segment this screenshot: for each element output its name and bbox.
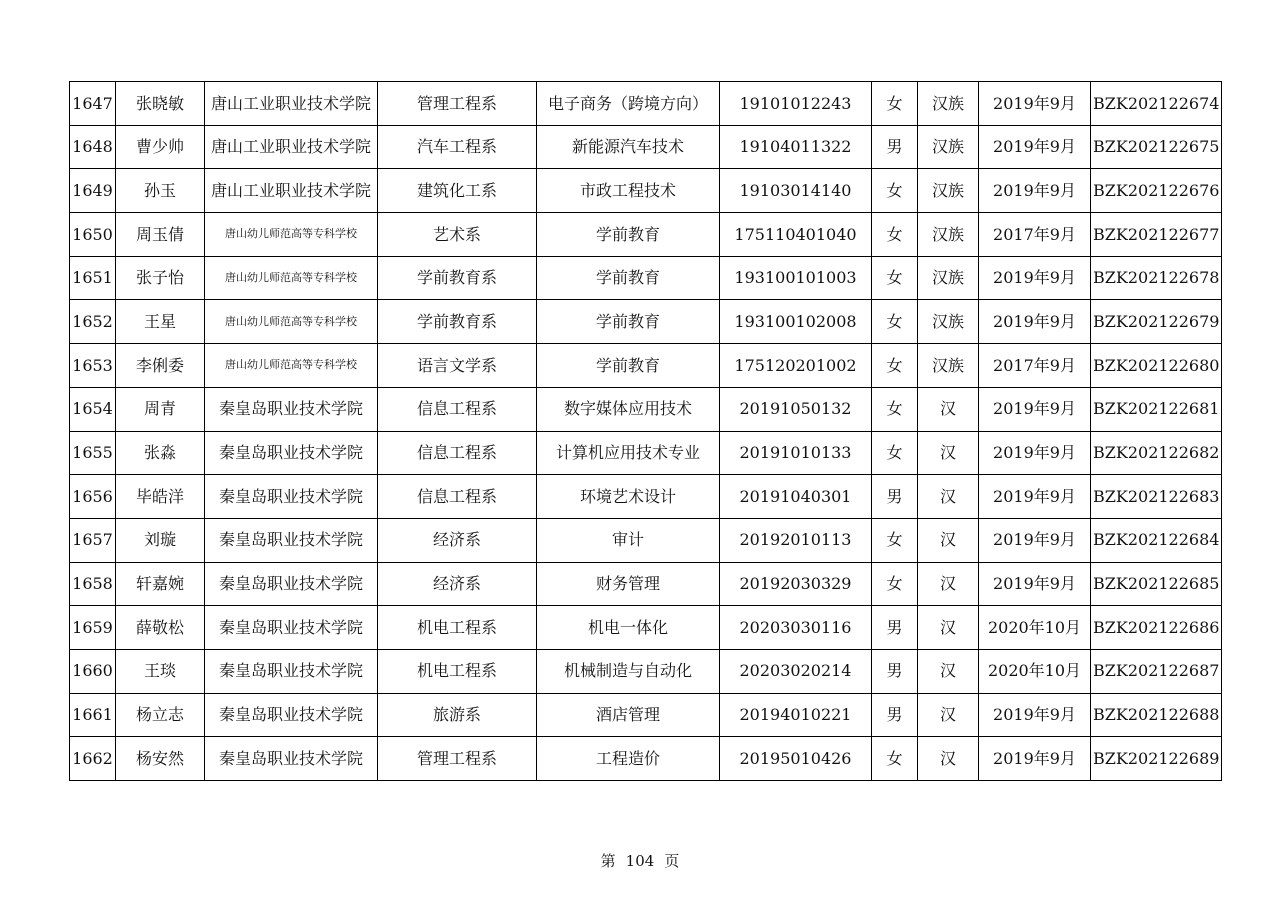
- cell-enroll-date: 2019年9月: [979, 125, 1091, 169]
- table-row: [70, 387, 1222, 431]
- cell-student-id: 20191040301: [720, 475, 872, 519]
- cell-gender: 女: [872, 213, 918, 257]
- cell-major: 环境艺术设计: [537, 475, 720, 519]
- cell-enroll-date: 2019年9月: [979, 256, 1091, 300]
- cell-ethnicity: 汉: [918, 737, 979, 781]
- table-row: [70, 475, 1222, 519]
- cell-code: BZK202122683: [1091, 475, 1222, 519]
- cell-enroll-date: 2020年10月: [979, 606, 1091, 650]
- cell-major: 新能源汽车技术: [537, 125, 720, 169]
- cell-code: BZK202122679: [1091, 300, 1222, 344]
- cell-major: 学前教育: [537, 213, 720, 257]
- cell-school: 唐山工业职业技术学院: [205, 169, 378, 213]
- cell-no: 1648: [70, 125, 116, 169]
- cell-gender: 女: [872, 518, 918, 562]
- cell-ethnicity: 汉族: [918, 300, 979, 344]
- table-row: [70, 300, 1222, 344]
- cell-code: BZK202122681: [1091, 387, 1222, 431]
- cell-school: 秦皇岛职业技术学院: [205, 387, 378, 431]
- cell-gender: 男: [872, 649, 918, 693]
- cell-enroll-date: 2019年9月: [979, 475, 1091, 519]
- cell-school: 秦皇岛职业技术学院: [205, 649, 378, 693]
- cell-student-id: 20192010113: [720, 518, 872, 562]
- cell-enroll-date: 2020年10月: [979, 649, 1091, 693]
- cell-student-id: 20191010133: [720, 431, 872, 475]
- cell-code: BZK202122677: [1091, 213, 1222, 257]
- cell-dept: 建筑化工系: [378, 169, 537, 213]
- cell-gender: 女: [872, 169, 918, 213]
- cell-no: 1649: [70, 169, 116, 213]
- cell-major: 数字媒体应用技术: [537, 387, 720, 431]
- cell-major: 工程造价: [537, 737, 720, 781]
- cell-gender: 女: [872, 82, 918, 126]
- cell-school: 秦皇岛职业技术学院: [205, 693, 378, 737]
- cell-name: 杨立志: [116, 693, 205, 737]
- table-row: [70, 82, 1222, 126]
- cell-gender: 男: [872, 693, 918, 737]
- cell-major: 学前教育: [537, 344, 720, 388]
- cell-name: 张子怡: [116, 256, 205, 300]
- cell-enroll-date: 2017年9月: [979, 213, 1091, 257]
- cell-gender: 男: [872, 606, 918, 650]
- cell-student-id: 193100101003: [720, 256, 872, 300]
- cell-name: 薛敬松: [116, 606, 205, 650]
- table-row: [70, 737, 1222, 781]
- cell-gender: 女: [872, 431, 918, 475]
- cell-enroll-date: 2019年9月: [979, 693, 1091, 737]
- cell-gender: 女: [872, 562, 918, 606]
- cell-school: 唐山幼儿师范高等专科学校: [205, 300, 378, 344]
- cell-dept: 艺术系: [378, 213, 537, 257]
- cell-code: BZK202122686: [1091, 606, 1222, 650]
- table-row: [70, 213, 1222, 257]
- cell-enroll-date: 2019年9月: [979, 518, 1091, 562]
- cell-name: 杨安然: [116, 737, 205, 781]
- cell-code: BZK202122676: [1091, 169, 1222, 213]
- cell-enroll-date: 2019年9月: [979, 737, 1091, 781]
- cell-enroll-date: 2019年9月: [979, 169, 1091, 213]
- cell-school: 秦皇岛职业技术学院: [205, 431, 378, 475]
- cell-gender: 男: [872, 475, 918, 519]
- cell-no: 1662: [70, 737, 116, 781]
- cell-ethnicity: 汉: [918, 475, 979, 519]
- cell-ethnicity: 汉: [918, 693, 979, 737]
- cell-ethnicity: 汉: [918, 431, 979, 475]
- cell-student-id: 175120201002: [720, 344, 872, 388]
- cell-major: 市政工程技术: [537, 169, 720, 213]
- cell-code: BZK202122682: [1091, 431, 1222, 475]
- cell-name: 轩嘉婉: [116, 562, 205, 606]
- cell-major: 审计: [537, 518, 720, 562]
- cell-code: BZK202122678: [1091, 256, 1222, 300]
- cell-ethnicity: 汉: [918, 387, 979, 431]
- cell-major: 机电一体化: [537, 606, 720, 650]
- table-row: [70, 125, 1222, 169]
- cell-code: BZK202122675: [1091, 125, 1222, 169]
- page-prefix: 第: [600, 852, 616, 870]
- cell-no: 1647: [70, 82, 116, 126]
- cell-dept: 机电工程系: [378, 649, 537, 693]
- cell-major: 学前教育: [537, 256, 720, 300]
- cell-major: 电子商务（跨境方向）: [537, 82, 720, 126]
- table-row: [70, 344, 1222, 388]
- cell-school: 唐山幼儿师范高等专科学校: [205, 344, 378, 388]
- page-footer: [0, 850, 1280, 871]
- table-row: [70, 431, 1222, 475]
- cell-ethnicity: 汉: [918, 518, 979, 562]
- cell-major: 计算机应用技术专业: [537, 431, 720, 475]
- cell-no: 1656: [70, 475, 116, 519]
- cell-code: BZK202122687: [1091, 649, 1222, 693]
- cell-name: 李俐委: [116, 344, 205, 388]
- cell-dept: 学前教育系: [378, 256, 537, 300]
- cell-student-id: 19103014140: [720, 169, 872, 213]
- cell-student-id: 19101012243: [720, 82, 872, 126]
- cell-student-id: 20203020214: [720, 649, 872, 693]
- cell-dept: 语言文学系: [378, 344, 537, 388]
- cell-name: 周青: [116, 387, 205, 431]
- cell-dept: 经济系: [378, 562, 537, 606]
- cell-student-id: 20191050132: [720, 387, 872, 431]
- cell-school: 唐山工业职业技术学院: [205, 125, 378, 169]
- cell-ethnicity: 汉族: [918, 256, 979, 300]
- cell-code: BZK202122689: [1091, 737, 1222, 781]
- cell-school: 秦皇岛职业技术学院: [205, 475, 378, 519]
- cell-student-id: 20192030329: [720, 562, 872, 606]
- cell-ethnicity: 汉: [918, 606, 979, 650]
- cell-dept: 信息工程系: [378, 475, 537, 519]
- cell-dept: 管理工程系: [378, 737, 537, 781]
- cell-code: BZK202122685: [1091, 562, 1222, 606]
- cell-school: 唐山幼儿师范高等专科学校: [205, 213, 378, 257]
- cell-code: BZK202122680: [1091, 344, 1222, 388]
- table-row: [70, 562, 1222, 606]
- cell-name: 周玉倩: [116, 213, 205, 257]
- cell-enroll-date: 2019年9月: [979, 387, 1091, 431]
- cell-student-id: 19104011322: [720, 125, 872, 169]
- cell-gender: 女: [872, 737, 918, 781]
- cell-school: 唐山工业职业技术学院: [205, 82, 378, 126]
- cell-code: BZK202122684: [1091, 518, 1222, 562]
- cell-name: 张晓敏: [116, 82, 205, 126]
- cell-major: 财务管理: [537, 562, 720, 606]
- cell-no: 1659: [70, 606, 116, 650]
- cell-student-id: 20203030116: [720, 606, 872, 650]
- cell-no: 1660: [70, 649, 116, 693]
- cell-major: 机械制造与自动化: [537, 649, 720, 693]
- cell-no: 1655: [70, 431, 116, 475]
- cell-school: 秦皇岛职业技术学院: [205, 518, 378, 562]
- cell-ethnicity: 汉: [918, 562, 979, 606]
- cell-major: 学前教育: [537, 300, 720, 344]
- table-row: [70, 256, 1222, 300]
- cell-dept: 管理工程系: [378, 82, 537, 126]
- cell-school: 秦皇岛职业技术学院: [205, 737, 378, 781]
- cell-ethnicity: 汉族: [918, 344, 979, 388]
- student-table: [69, 81, 1222, 781]
- cell-enroll-date: 2017年9月: [979, 344, 1091, 388]
- cell-student-id: 20194010221: [720, 693, 872, 737]
- cell-no: 1651: [70, 256, 116, 300]
- table-row: [70, 606, 1222, 650]
- cell-ethnicity: 汉族: [918, 82, 979, 126]
- cell-name: 毕皓洋: [116, 475, 205, 519]
- cell-name: 孙玉: [116, 169, 205, 213]
- cell-no: 1661: [70, 693, 116, 737]
- cell-no: 1658: [70, 562, 116, 606]
- cell-student-id: 193100102008: [720, 300, 872, 344]
- cell-code: BZK202122688: [1091, 693, 1222, 737]
- cell-ethnicity: 汉: [918, 649, 979, 693]
- cell-dept: 信息工程系: [378, 431, 537, 475]
- table-row: [70, 649, 1222, 693]
- cell-code: BZK202122674: [1091, 82, 1222, 126]
- cell-name: 王琰: [116, 649, 205, 693]
- cell-enroll-date: 2019年9月: [979, 562, 1091, 606]
- page-suffix: 页: [664, 852, 680, 870]
- cell-no: 1654: [70, 387, 116, 431]
- table-body: [70, 82, 1222, 781]
- table-row: [70, 693, 1222, 737]
- cell-dept: 经济系: [378, 518, 537, 562]
- cell-gender: 女: [872, 344, 918, 388]
- cell-student-id: 20195010426: [720, 737, 872, 781]
- cell-no: 1653: [70, 344, 116, 388]
- cell-ethnicity: 汉族: [918, 169, 979, 213]
- cell-gender: 女: [872, 256, 918, 300]
- cell-dept: 信息工程系: [378, 387, 537, 431]
- cell-dept: 学前教育系: [378, 300, 537, 344]
- cell-no: 1650: [70, 213, 116, 257]
- cell-gender: 女: [872, 300, 918, 344]
- cell-no: 1657: [70, 518, 116, 562]
- page-number: 104: [625, 852, 655, 870]
- cell-school: 唐山幼儿师范高等专科学校: [205, 256, 378, 300]
- cell-dept: 旅游系: [378, 693, 537, 737]
- cell-gender: 女: [872, 387, 918, 431]
- cell-name: 王星: [116, 300, 205, 344]
- cell-school: 秦皇岛职业技术学院: [205, 562, 378, 606]
- cell-major: 酒店管理: [537, 693, 720, 737]
- cell-gender: 男: [872, 125, 918, 169]
- cell-name: 曹少帅: [116, 125, 205, 169]
- cell-student-id: 175110401040: [720, 213, 872, 257]
- cell-enroll-date: 2019年9月: [979, 300, 1091, 344]
- cell-dept: 机电工程系: [378, 606, 537, 650]
- cell-school: 秦皇岛职业技术学院: [205, 606, 378, 650]
- cell-ethnicity: 汉族: [918, 213, 979, 257]
- cell-name: 刘璇: [116, 518, 205, 562]
- cell-enroll-date: 2019年9月: [979, 431, 1091, 475]
- cell-dept: 汽车工程系: [378, 125, 537, 169]
- cell-enroll-date: 2019年9月: [979, 82, 1091, 126]
- cell-name: 张淼: [116, 431, 205, 475]
- cell-no: 1652: [70, 300, 116, 344]
- cell-ethnicity: 汉族: [918, 125, 979, 169]
- table-row: [70, 518, 1222, 562]
- table-row: [70, 169, 1222, 213]
